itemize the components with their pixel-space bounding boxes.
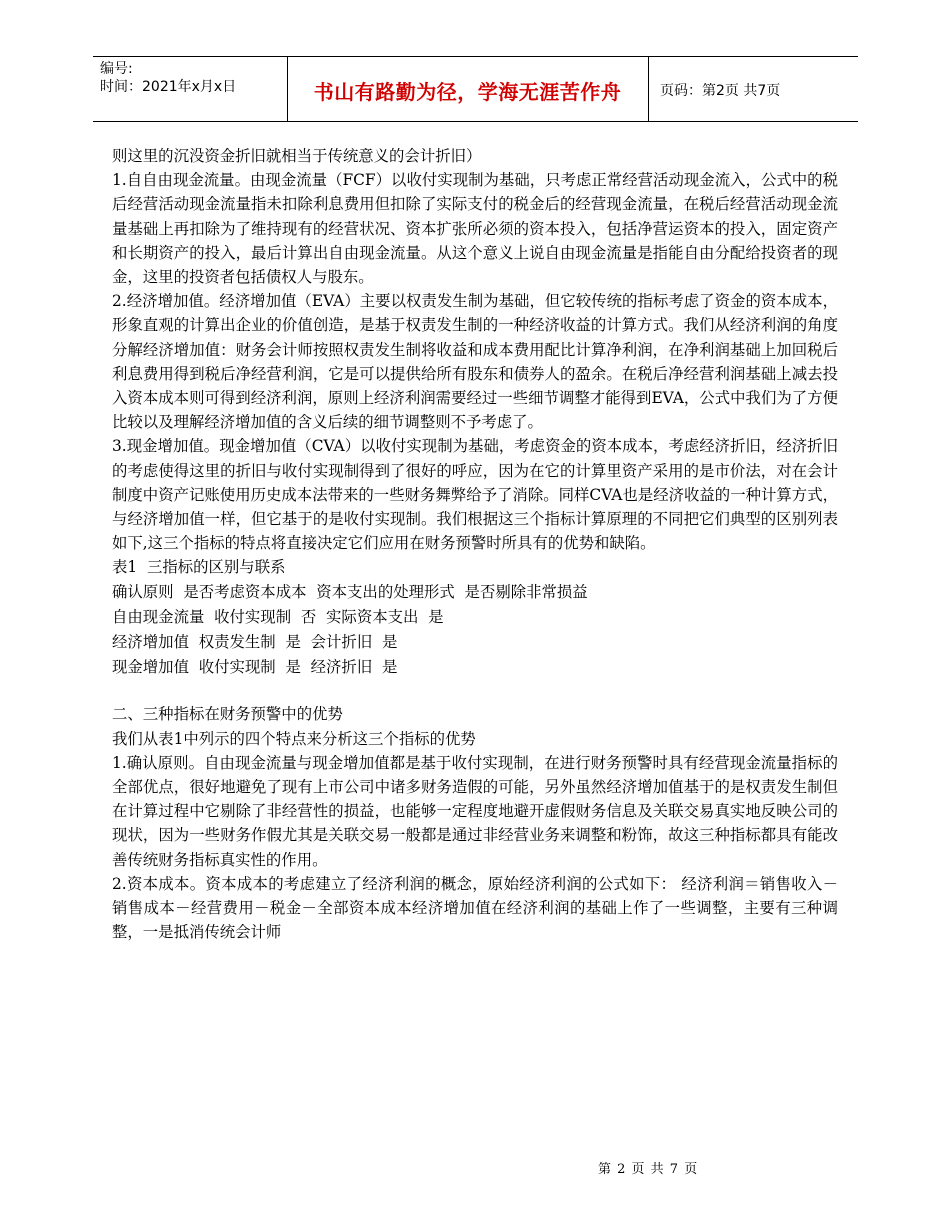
table-caption: 表1 三指标的区别与联系	[112, 558, 286, 577]
document-body	[112, 144, 838, 944]
header-time-label: 时间：2021年x月x日	[100, 79, 237, 95]
paragraph-cva: 3.现金增加值。现金增加值（CVA）以收付实现制为基础，考虑资金的资本成本，考虑经济折旧，经济折旧的考虑使得这里的折旧与收付实现制得到了很好的呼应，因为在它的计算里资产采用的是市价法，对在会计制度中资产记账使用历史成本法带来的一些财务舞弊给予了消除。同样CVA也是经济收益的一种计算方式，与经济增加值一样，但它基于的是收付实现制。我们根据这三个指标计算原理的不同把它们典型的区别列表如下,这三个指标的特点将直接决定它们应用在财务预警时所具有的优势和缺陷。	[112, 437, 838, 553]
table-row: 现金增加值 收付实现制 是 经济折旧 是	[112, 658, 398, 677]
paragraph: 则这里的沉没资金折旧就相当于传统意义的会计折旧）	[112, 147, 482, 165]
paragraph-capital-cost: 2.资本成本。资本成本的考虑建立了经济利润的概念，原始经济利润的公式如下： 经济利润＝销售收入－销售成本－经营费用－税金－全部资本成本经济增加值在经济利润的基础上作了一些调整，主要有三种调整，一是抵消传统会计师	[112, 874, 838, 942]
header-number-label: 编号:	[100, 61, 133, 77]
paragraph-eva: 2.经济增加值。经济增加值（EVA）主要以权责发生制为基础，但它较传统的指标考虑了资金的资本成本，形象直观的计算出企业的价值创造，是基于权责发生制的一种经济收益的计算方式。我们从经济利润的角度分解经济增加值：财务会计师按照权责发生制将收益和成本费用配比计算净利润，在净利润基础上加回税后利息费用得到税后净经营利润，它是可以提供给所有股东和债券人的盈余。在税后净经营利润基础上减去投入资本成本则可得到经济利润，原则上经济利润需要经过一些细节调整才能得到EVA，公式中我们为了方便比较以及理解经济增加值的含义后续的细节调整则不予考虑了。	[112, 292, 838, 432]
section-intro: 我们从表1中列示的四个特点来分析这三个指标的优势	[112, 729, 476, 748]
page-footer: 第 2 页 共 7 页	[598, 1162, 699, 1177]
header-divider	[648, 56, 649, 121]
header-top-rule	[93, 56, 858, 57]
spacer	[112, 680, 838, 702]
header-bottom-rule	[93, 121, 858, 122]
section-heading: 二、三种指标在财务预警中的优势	[112, 705, 343, 724]
header-motto: 书山有路勤为径，学海无涯苦作舟	[313, 80, 622, 104]
header-page-info: 页码：第2页 共7页	[660, 83, 781, 99]
paragraph-fcf: 1.自自由现金流量。由现金流量（FCF）以收付实现制为基础，只考虑正常经营活动现金流入，公式中的税后经营活动现金流量指未扣除利息费用但扣除了实际支付的税金后的经营现金流量，在税后经营活动现金流量基础上再扣除为了维持现有的经营状况、资本扩张所必须的资本投入，包括净营运资本的投入，固定资产和长期资产的投入，最后计算出自由现金流量。从这个意义上说自由现金流量是指能自由分配给投资者的现金，这里的投资者包括债权人与股东。	[112, 171, 838, 287]
paragraph-recognition: 1.确认原则。自由现金流量与现金增加值都是基于收付实现制，在进行财务预警时具有经营现金流量指标的全部优点，很好地避免了现有上市公司中诸多财务造假的可能，另外虽然经济增加值基于的是权责发生制但在计算过程中它剔除了非经营性的损益，也能够一定程度地避开虚假财务信息及关联交易真实地反映公司的现状，因为一些财务作假尤其是关联交易一般都是通过非经营业务来调整和粉饰，故这三种指标都具有能改善传统财务指标真实性的作用。	[112, 753, 838, 869]
table-row: 确认原则 是否考虑资本成本 资本支出的处理形式 是否剔除非常损益	[112, 583, 588, 602]
table-row: 经济增加值 权责发生制 是 会计折旧 是	[112, 633, 398, 652]
table-row: 自由现金流量 收付实现制 否 实际资本支出 是	[112, 608, 444, 627]
header-left-block	[100, 60, 236, 96]
